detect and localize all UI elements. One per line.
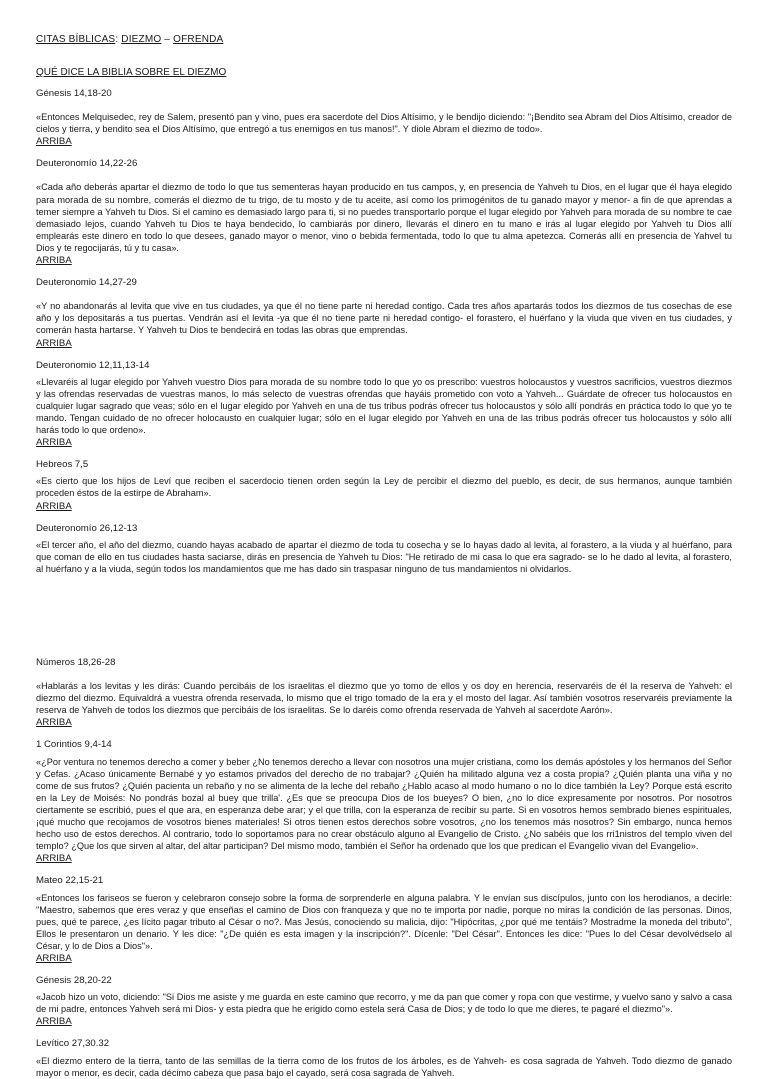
- citation-entry: [36, 277, 732, 348]
- back-to-top-link[interactable]: ARRIBA: [36, 337, 72, 349]
- title-dash: –: [164, 34, 171, 45]
- section-heading: [36, 67, 732, 78]
- back-to-top-link[interactable]: ARRIBA: [36, 437, 72, 449]
- citation-entry: [36, 975, 732, 1027]
- citation-entry: [36, 739, 732, 864]
- citation-text: «¿Por ventura no tenemos derecho a comer y beber ¿No tenemos derecho a llevar con nosotros una mujer cristiana, como los demás apóstoles y los hermanos del Señor y Cefas. ¿Acaso únicamente Bernabé y yo estamos privados del derecho de no trabajar? ¿Quién ha militado alguna vez a costa propia? ¿Quién planta una viña y no come de sus frutos? ¿Quién pacienta un rebaño y no se alimenta de la leche del rebaño ¿Hablo acaso al modo humano o no lo dice también la Ley? Porque está escrito en la Ley de Moisés: No pondrás bozal al buey que trilla'. ¿Es que se preocupa Dios de los bueyes? O bien, ¿no lo dice expresamente por nosotros. Por nosotros ciertamente se escribió, pues el que ara, en esperanza debe arar; y el que trilla, con la esperanza de recibir su parte. Si en vosotros hemos sembrado bienes espirituales, ¡qué mucho que recojamos de vosotros bienes materiales! Si otros tienen estos derechos sobre vosotros, ¿no los tenemos más nosotros? Sin embargo, nunca hemos hecho uso de estos derechos. Al contrario, todo lo soportamos para no crear obstáculo alguno al Evangelio de Cristo. ¿No sabéis que los rri1nistros del templo viven del templo? ¿Que los que sirven al altar, del altar participan? Del mismo modo, también el Señor ha ordenado que los que predican el Evangelio vivan del Evangelio».: [36, 756, 732, 852]
- back-to-top-link[interactable]: ARRIBA: [36, 952, 72, 964]
- citation-text: «Es cierto que los hijos de Leví que reciben el sacerdocio tienen orden según la Ley de percibir el diezmo del pueblo, es decir, de sus hermanos, aunque también proceden éstos de la estirpe de Abraham».: [36, 476, 732, 499]
- diezmo-link[interactable]: DIEZMO: [121, 34, 162, 45]
- citation-entry: [36, 158, 732, 266]
- citation-text: «Entonces los fariseos se fueron y celebraron consejo sobre la forma de sorprenderle en alguna palabra. Y le envían sus discípulos, junto con los herodianos, a decirle: "Maestro, sabemos que eres veraz y que enseñas el camino de Dios con franqueza y que no te importa por nadie, porque no miras la condición de las personas. Dinos, pues, qué te parece, ¿es lícito pagar tributo al César o no?. Mas Jesús, conociendo su malicia, dijo: "Hipócritas, ¿por qué me tentáis? Mostradme la moneda del tributo", Ellos le presentaron un denario. Y les dice: "¿De quién es esta imagen y la inscripción?". Dícenle: "Del César". Entonces les dice: "Pues lo del César devolvédselo al César, y lo de Dios a Dios"».: [36, 892, 732, 951]
- back-to-top-link[interactable]: ARRIBA: [36, 136, 72, 148]
- citation-reference: Mateo 22,15-21: [36, 875, 104, 887]
- section-heading-link[interactable]: QUÉ DICE LA BIBLIA SOBRE EL DIEZMO: [36, 67, 227, 78]
- back-to-top-link[interactable]: ARRIBA: [36, 1016, 72, 1028]
- title-prefix-link[interactable]: CITAS BÍBLICAS: [36, 34, 116, 45]
- citation-reference: Levítico 27,30.32: [36, 1038, 110, 1050]
- title-separator: :: [115, 34, 119, 45]
- citation-reference: Deuteronomio 14,27-29: [36, 277, 137, 289]
- citation-reference: Deuteronomio 12,11,13-14: [36, 359, 150, 371]
- citation-entry: [36, 1038, 732, 1078]
- document-page: [36, 34, 732, 1079]
- citation-text: «El diezmo entero de la tierra, tanto de las semillas de la tierra como de los frutos de los árboles, es de Yahveh- es cosa sagrada de Yahveh. Todo diezmo de ganado mayor o menor, es decir, cada décimo cabeza que pasa bajo el cayado, será cosa sagrada de Yahveh.: [36, 1055, 732, 1078]
- citation-text: «Hablarás a los levitas y les dirás: Cuando percibáis de los israelitas el diezmo que yo tomo de ellos y os doy en herencia, reservaréis de él la reserva de Yahveh: el diezmo del diezmo. Equivaldrá a vuestra ofrenda reservada, lo mismo que el trigo tomado de la era y el mosto del lagar. Así también vosotros reservaréis previamente la reserva de Yahveh de todos los diezmos que percibáis de los israelitas. Se lo daréis como ofrenda reservada de Yahveh al sacerdote Aarón».: [36, 681, 732, 716]
- citation-reference: Hebreos 7,5: [36, 459, 89, 471]
- citation-reference: Deuteronomío 26,12-13: [36, 522, 138, 534]
- citation-reference: Números 18,26-28: [36, 657, 116, 668]
- back-to-top-link[interactable]: ARRIBA: [36, 853, 72, 865]
- back-to-top-link[interactable]: ARRIBA: [36, 717, 72, 729]
- back-to-top-link[interactable]: ARRIBA: [36, 255, 72, 267]
- citation-entry: [36, 523, 732, 575]
- citation-reference: 1 Corintios 9,4-14: [36, 739, 112, 751]
- citation-entry: [36, 459, 732, 511]
- citation-entry: [36, 657, 732, 728]
- citation-text: «Y no abandonarás al levita que vive en tus ciudades, ya que él no tiene parte ni heredad contigo. Cada tres años apartarás todos los diezmos de tus cosechas de ese año y los depositarás a tus puertas. Vendrán así el levita -ya que él no tiene parte ni heredad contigo- el forastero, el huérfano y la viuda que viven en tus ciudades, y comerán hasta hartarse. Y Yahveh tu Dios te bendecirá en todas las obras que emprendas.: [36, 301, 732, 336]
- ofrenda-link[interactable]: OFRENDA: [173, 34, 224, 45]
- citation-text: «El tercer año, el año del diezmo, cuando hayas acabado de apartar el diezmo de toda tu cosecha y se lo hayas dado al levita, al forastero, a la viuda y al huérfano, para que coman de ello en tus ciudades hasta saciarse, dirás en presencia de Yahveh tu Dios: "He retirado de mi casa lo que era sagrado- se lo he dado al levita, al forastero, al huérfano y a la viuda, según todos los mandamientos que me has dado sin traspasar ninguno de tus mandamientos ni olvidarlos.: [36, 539, 732, 574]
- citation-reference: Génesis 28,20-22: [36, 975, 112, 987]
- citation-entry: [36, 88, 732, 147]
- citation-reference: Génesis 14,18-20: [36, 88, 112, 99]
- page-title: [36, 34, 732, 45]
- citation-text: «Llevaréis al lugar elegido por Yahveh vuestro Dios para morada de su nombre todo lo que yo os prescribo: vuestros holocaustos y vuestros sacrificios, vuestros diezmos y las ofrendas reservadas de vuestras manos, lo más selecto de vuestras ofrendas que hayáis prometido con voto a Yahveh... Guárdate de ofrecer tus holocaustos en cualquier lugar sagrado que veas; sólo en el lugar elegido por Yahveh en una de tus tribus podrás ofrecer tus holocaustos y sólo allí pondrás en práctica todo lo que yo te mando. Tengan cuidado de no ofrecer holocausto en cualquier lugar; sólo en el lugar elegido por Yahveh en una de las tribus podrás ofrecer tus holocaustos y sólo allí harás todo lo que ordeno».: [36, 376, 732, 436]
- citation-entry: [36, 875, 732, 964]
- citation-entry: [36, 360, 732, 449]
- citation-reference: Deuteronomío 14,22-26: [36, 158, 138, 170]
- back-to-top-link[interactable]: ARRIBA: [36, 500, 72, 512]
- citation-text: «Cada año deberás apartar el diezmo de todo lo que tus sementeras hayan producido en tus campos, y, en presencia de Yahveh tu Dios, en el lugar que él haya elegido para morada de su nombre, comerás el diezmo de tu trigo, de tu mosto y de tu aceite, así como los primogénitos de tu ganado mayor y menor- a fin de que aprendas a temer siempre a Yahveh tu Dios. Si el camino es demasiado largo para ti, si no puedes transportarlo porque el lugar elegido por Yahveh para morada de su nombre te cae demasiado lejos, cuando Yahveh tu Dios te haya bendecido, lo cambiarás por dinero, llevarás el dinero en tu mano e irás al lugar elegido por Yahveh tu Dios allí emplearás este dinero en todo lo que desees, ganado mayor o menor, vino o bebida fermentada, todo lo que tu alma apetezca. Comerás allí en presencia de Yahvel tu Dios y te regocijarás, tú y tu casa».: [36, 182, 732, 253]
- citation-text: «Jacob hizo un voto, diciendo: "Si Dios me asiste y me guarda en este camino que recorro, y me da pan que comer y ropa con que vestirme, y vuelvo sano y salvo a casa de mi padre, entonces Yahveh será mi Dios- y esta piedra que he erigido como estela será Casa de Dios; y de todo lo que me dieres, te pagaré el diezmo"».: [36, 992, 732, 1015]
- citation-text: «Entonces Melquisedec, rey de Salem, presentó pan y vino, pues era sacerdote del Dios Altísimo, y le bendijo diciendo: "¡Bendito sea Abram del Dios Altísimo, creador de cielos y tierra, y bendito sea el Dios Altísimo, que entregó a tus enemigos en tus manos!". Y diole Abram el diezmo de todo».: [36, 112, 732, 135]
